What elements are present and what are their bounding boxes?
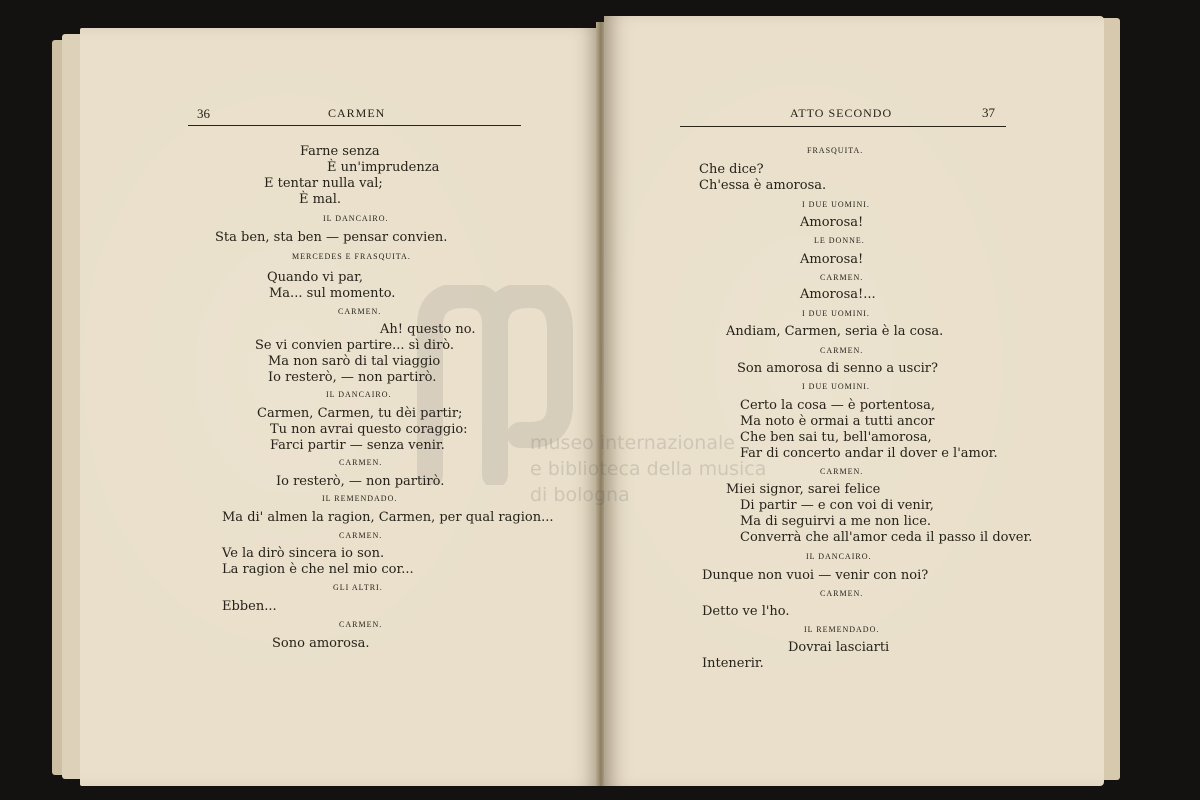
verse-line: Amorosa!... [800, 287, 876, 302]
speaker-label: CARMEN. [339, 620, 383, 629]
verse-line: Di partir — e con voi di venir, [740, 498, 934, 513]
verse-line: La ragion è che nel mio cor... [222, 562, 414, 577]
speaker-label: CARMEN. [820, 273, 864, 282]
museum-logo-watermark [410, 285, 580, 485]
watermark-text: museo internazionale [530, 432, 735, 454]
verse-line: È mal. [299, 192, 341, 207]
verse-line: Sono amorosa. [272, 636, 370, 651]
verse-line: Detto ve l'ho. [702, 604, 790, 619]
right-running-head: ATTO SECONDO [790, 106, 893, 120]
right-header-rule [680, 126, 1006, 127]
right-page [604, 16, 1104, 786]
verse-line: Converrà che all'amor ceda il passo il dover. [740, 530, 1033, 545]
speaker-label: IL REMENDADO. [322, 494, 398, 503]
speaker-label: I DUE UOMINI. [802, 382, 870, 391]
verse-line: Miei signor, sarei felice [726, 482, 881, 497]
verse-line: Ma... sul momento. [269, 286, 396, 301]
verse-line: Ve la dirò sincera io son. [222, 546, 385, 561]
watermark-text: di bologna [530, 484, 630, 506]
verse-line: Carmen, Carmen, tu dèi partir; [257, 406, 463, 421]
speaker-label: I DUE UOMINI. [802, 309, 870, 318]
speaker-label: IL DANCAIRO. [326, 390, 392, 399]
speaker-label: IL DANCAIRO. [806, 552, 872, 561]
left-page-number: 36 [197, 106, 210, 121]
verse-line: Ma di seguirvi a me non lice. [740, 514, 932, 529]
speaker-label: CARMEN. [820, 467, 864, 476]
speaker-label: LE DONNE. [814, 236, 865, 245]
verse-line: Ma noto è ormai a tutti ancor [740, 414, 935, 429]
speaker-label: I DUE UOMINI. [802, 200, 870, 209]
verse-line: Ah! questo no. [380, 322, 476, 337]
speaker-label: CARMEN. [339, 531, 383, 540]
speaker-label: CARMEN. [820, 346, 864, 355]
speaker-label: CARMEN. [820, 589, 864, 598]
verse-line: Farne senza [300, 144, 380, 159]
verse-line: Sta ben, sta ben — pensar convien. [215, 230, 448, 245]
left-running-head: CARMEN [328, 106, 386, 120]
verse-line: Quando vi par, [267, 270, 364, 285]
verse-line: È un'imprudenza [327, 160, 440, 175]
verse-line: Io resterò, — non partirò. [268, 370, 437, 385]
verse-line: Dunque non vuoi — venir con noi? [702, 568, 929, 583]
verse-line: Certo la cosa — è portentosa, [740, 398, 935, 413]
left-header-rule [188, 125, 521, 126]
verse-line: Che dice? [699, 162, 764, 177]
right-page-number: 37 [982, 105, 995, 120]
verse-line: Ebben... [222, 599, 277, 614]
speaker-label: FRASQUITA. [807, 146, 864, 155]
verse-line: Io resterò, — non partirò. [276, 474, 445, 489]
verse-line: Ch'essa è amorosa. [699, 178, 827, 193]
verse-line: Che ben sai tu, bell'amorosa, [740, 430, 932, 445]
verse-line: Far di concerto andar il dover e l'amor. [740, 446, 998, 461]
verse-line: Amorosa! [800, 252, 864, 267]
verse-line: E tentar nulla val; [264, 176, 383, 191]
speaker-label: GLI ALTRI. [333, 583, 383, 592]
verse-line: Andiam, Carmen, seria è la cosa. [726, 324, 944, 339]
verse-line: Tu non avrai questo coraggio: [270, 422, 468, 437]
verse-line: Intenerir. [702, 656, 764, 671]
verse-line: Ma non sarò di tal viaggio [268, 354, 441, 369]
verse-line: Se vi convien partire... sì dirò. [255, 338, 455, 353]
verse-line: Farci partir — senza venir. [270, 438, 445, 453]
speaker-label: MERCEDES E FRASQUITA. [292, 252, 411, 261]
watermark-text: e biblioteca della musica [530, 458, 767, 480]
verse-line: Ma di' almen la ragion, Carmen, per qual ragion... [222, 510, 554, 525]
verse-line: Son amorosa di senno a uscir? [737, 361, 938, 376]
verse-line: Dovrai lasciarti [788, 640, 890, 655]
speaker-label: IL REMENDADO. [804, 625, 880, 634]
verse-line: Amorosa! [800, 215, 864, 230]
speaker-label: IL DANCAIRO. [323, 214, 389, 223]
speaker-label: CARMEN. [338, 307, 382, 316]
speaker-label: CARMEN. [339, 458, 383, 467]
